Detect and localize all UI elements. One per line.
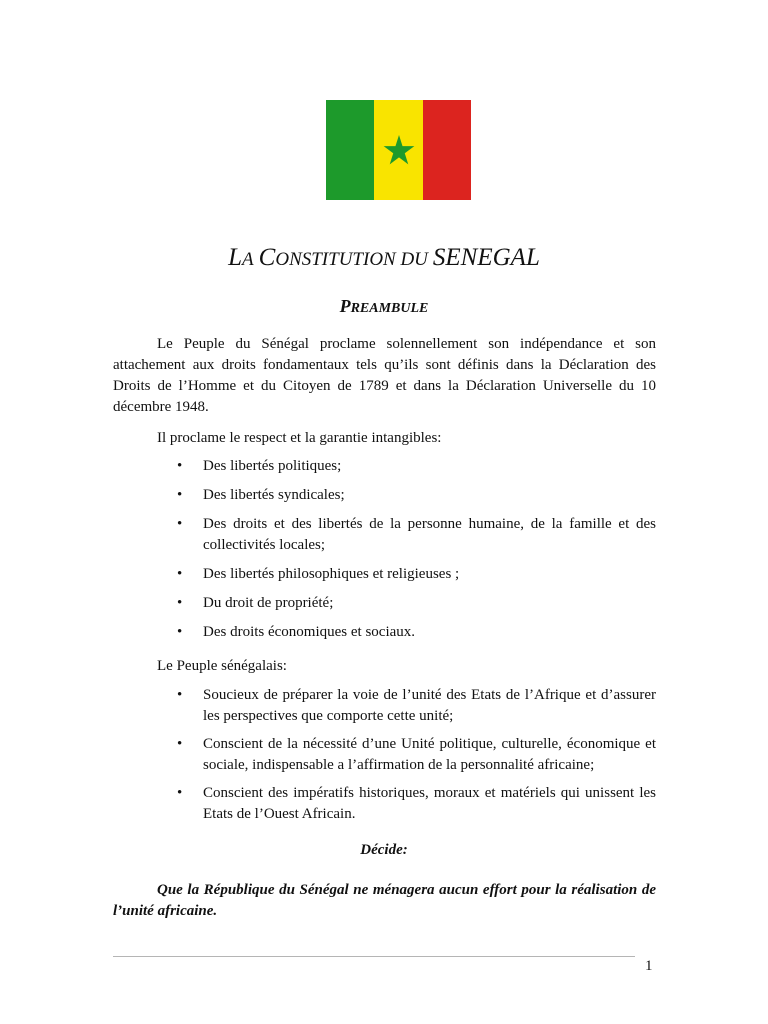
list-item: • Des libertés politiques; [203,456,656,477]
list-item: • Du droit de propriété; [203,593,656,614]
considerations-list [203,685,656,825]
star-icon [383,134,415,166]
title-initial-c: C [258,244,276,271]
document-title [0,244,768,272]
subtitle-rest: REAMBULE [350,301,429,316]
list-item: • Des droits économiques et sociaux. [203,622,656,643]
page-number: 1 [645,958,653,974]
title-country: SENEGAL [432,244,540,271]
proclaims-intro: Il proclame le respect et la garantie intangibles: [157,430,442,446]
title-rest-constitution: ONSTITUTION DU [275,249,428,270]
section-heading [0,296,768,317]
list-item: • Conscient de la nécessité d’une Unité politique, culturelle, économique et sociale, indispensable a l’affirmation de la personnalité africaine; [203,734,656,776]
list-item: • Des libertés syndicales; [203,485,656,506]
list-item: • Soucieux de préparer la voie de l’unité des Etats de l’Afrique et d’assurer les perspectives que comporte cette unité; [203,685,656,727]
subtitle-initial: P [339,296,351,316]
people-intro: Le Peuple sénégalais: [157,658,287,674]
preamble-paragraph: Le Peuple du Sénégal proclame solennellement son indépendance et son attachement aux droits fondamentaux tels qu’ils sont définis dans la Déclaration des Droits de l’Homme et du Citoyen de 1789 et dans la Déclaration Universelle du 10 décembre 1948. [113,336,656,415]
title-initial-l: L [228,244,243,271]
title-rest-a: A [242,249,254,270]
closing-statement: Que la République du Sénégal ne ménagera aucun effort pour la réalisation de l’unité africaine. [113,882,656,919]
list-item: • Des libertés philosophiques et religieuses ; [203,564,656,585]
footer-divider [113,956,635,957]
list-item: • Des droits et des libertés de la personne humaine, de la famille et des collectivités locales; [203,514,656,556]
list-item: • Conscient des impératifs historiques, moraux et matériels qui unissent les Etats de l’Ouest Africain. [203,783,656,825]
senegal-flag [326,100,471,200]
guarantees-list [203,456,656,643]
flag-red-band [423,100,471,200]
flag-green-band [326,100,374,200]
decide-heading: Décide: [360,842,408,858]
